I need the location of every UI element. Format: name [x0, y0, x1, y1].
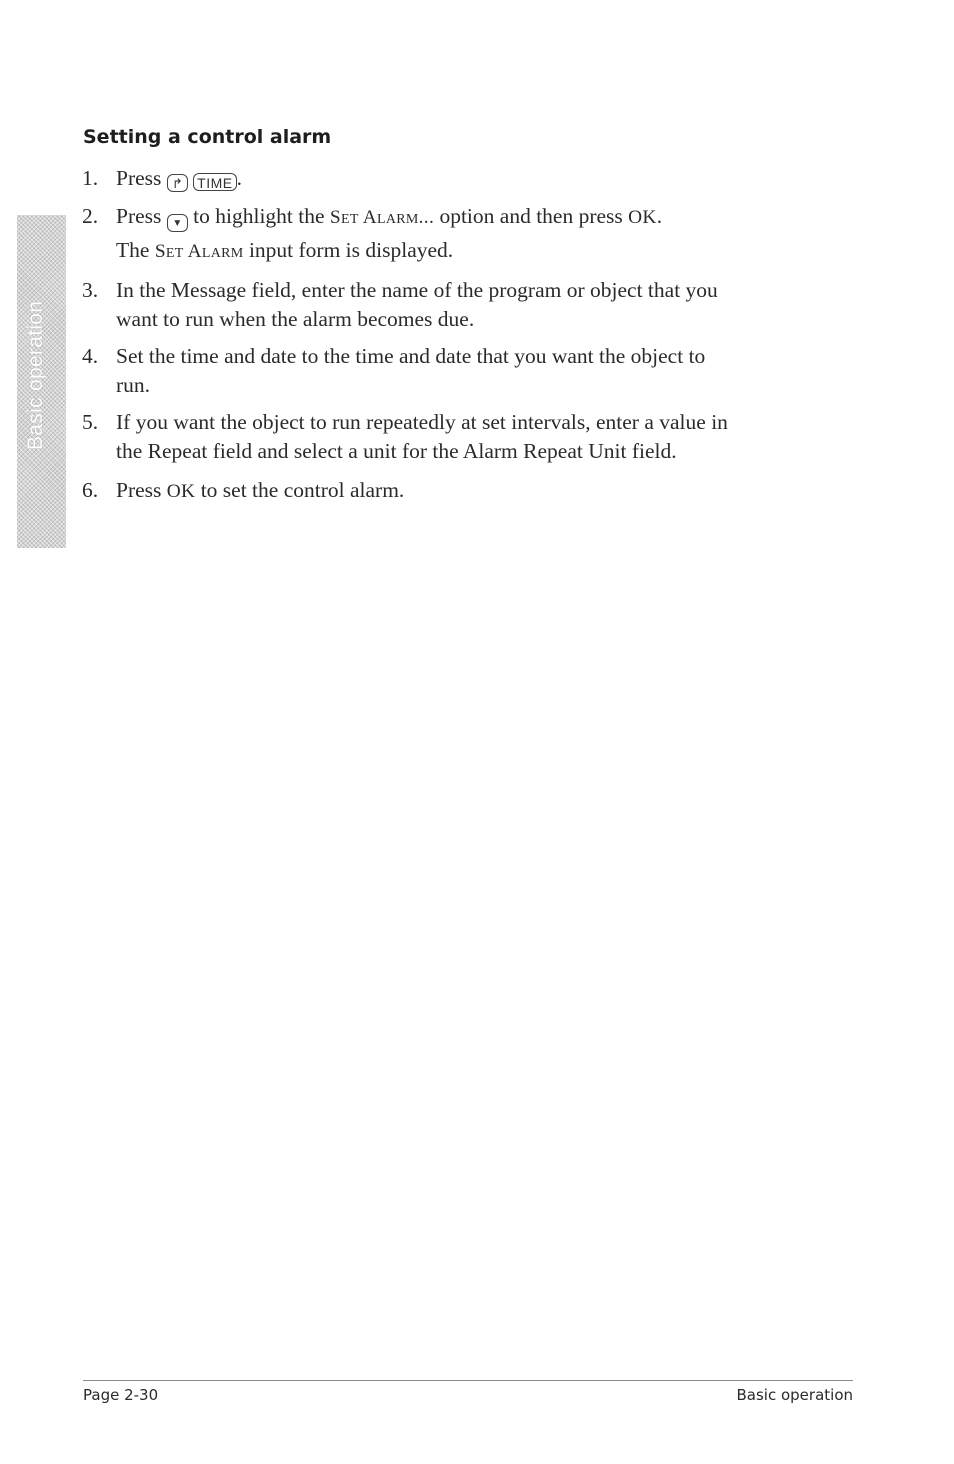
step-line-2: want to run when the alarm becomes due. [116, 307, 475, 331]
step-text [116, 342, 861, 400]
section-heading: Setting a control alarm [83, 126, 332, 148]
step-text-a: to set the control alarm. [200, 478, 405, 502]
steps-list [0, 0, 954, 560]
ok-key-label: OK [166, 481, 196, 502]
shift-key-icon: ↱ [167, 174, 188, 192]
step-text [116, 202, 861, 232]
step-line-1: Set the time and date to the time and date that you want the object to [116, 344, 706, 368]
step-line-1: If you want the object to run repeatedly at set intervals, enter a value in [116, 410, 728, 434]
note-text-a: The [116, 238, 150, 262]
step-text-end: . [236, 166, 242, 190]
step-number: 3. [82, 278, 99, 302]
footer-rule [83, 1380, 853, 1381]
step-number: 6. [82, 478, 99, 502]
step-text [116, 164, 861, 193]
note-text-b: input form is displayed. [248, 238, 454, 262]
form-name: Set Alarm [154, 241, 244, 262]
side-tab-label: Basic operation [24, 300, 47, 450]
step-line-2: the Repeat field and select a unit for the Alarm Repeat Unit field. [116, 439, 677, 463]
ok-key-label: OK [628, 207, 657, 228]
step-number: 5. [82, 410, 99, 434]
step-number: 4. [82, 344, 99, 368]
step-text-press: Press [116, 478, 162, 502]
time-key-icon: TIME [193, 173, 236, 191]
down-arrow-key-icon: ▼ [167, 214, 188, 232]
page-number: Page 2-30 [83, 1386, 159, 1404]
step-text-press: Press [116, 166, 162, 190]
step-text-b: option and then press [439, 204, 623, 228]
step-text-a: to highlight the [193, 204, 325, 228]
option-name: Set Alarm... [329, 207, 435, 228]
step-text-end: . [656, 204, 663, 228]
step-text [116, 408, 861, 466]
step-number: 1. [82, 166, 99, 190]
step-text [116, 276, 861, 334]
step-number: 2. [82, 204, 99, 228]
step-text [116, 476, 861, 506]
footer-section-title: Basic operation [736, 1386, 853, 1404]
step-text-press: Press [116, 204, 162, 228]
step-note [116, 236, 861, 266]
step-line-1: In the Message field, enter the name of the program or object that you [116, 278, 718, 302]
step-line-2: run. [116, 373, 151, 397]
